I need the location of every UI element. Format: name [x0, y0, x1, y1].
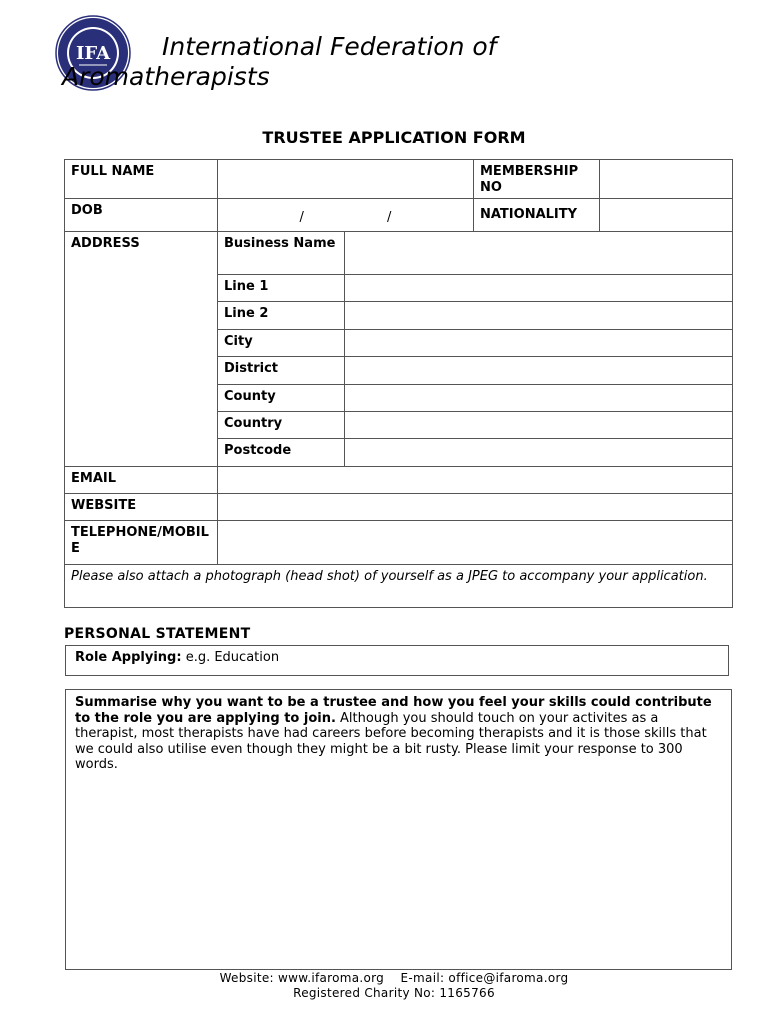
organisation-name: International Federation of Aromatherapists	[62, 32, 497, 91]
personal-statement-field[interactable]	[65, 689, 732, 970]
form-title: TRUSTEE APPLICATION FORM	[262, 128, 526, 147]
address-city-label: City	[218, 330, 345, 357]
address-district-label: District	[218, 357, 345, 385]
summary-prompt-bold: Summarise why you want to be a trustee and how you feel your skills could contribute to the role you are applying to join.	[75, 695, 712, 726]
address-county-label: County	[218, 385, 345, 412]
role-applying-example: e.g. Education	[181, 650, 280, 665]
address-line1-field[interactable]	[345, 275, 733, 302]
membership-no-label: MEMBERSHIP NO	[474, 160, 600, 199]
website-field[interactable]	[218, 494, 733, 521]
telephone-label: TELEPHONE/MOBILE	[65, 521, 218, 565]
footer	[0, 971, 770, 1001]
address-postcode-field[interactable]	[345, 439, 733, 467]
footer-contact: Website: www.ifaroma.org E-mail: office@ifaroma.org	[219, 971, 569, 985]
address-business-name-field[interactable]	[345, 232, 733, 275]
nationality-label: NATIONALITY	[474, 199, 600, 232]
address-city-field[interactable]	[345, 330, 733, 357]
address-label: ADDRESS	[65, 232, 218, 467]
address-country-label: Country	[218, 412, 345, 439]
membership-no-field[interactable]	[600, 160, 733, 199]
address-line2-field[interactable]	[345, 302, 733, 330]
dob-field[interactable]	[218, 199, 474, 232]
address-postcode-label: Postcode	[218, 439, 345, 467]
telephone-field[interactable]	[218, 521, 733, 565]
personal-statement-heading: PERSONAL STATEMENT	[64, 626, 251, 642]
address-district-field[interactable]	[345, 357, 733, 385]
dob-separator: /	[299, 210, 304, 225]
dob-separator: /	[387, 210, 392, 225]
address-county-field[interactable]	[345, 385, 733, 412]
footer-charity-number: Registered Charity No: 1165766	[293, 986, 495, 1000]
website-label: WEBSITE	[65, 494, 218, 521]
full-name-field[interactable]	[218, 160, 474, 199]
logo-text: IFA	[75, 43, 111, 64]
address-line1-label: Line 1	[218, 275, 345, 302]
nationality-field[interactable]	[600, 199, 733, 232]
role-applying-field[interactable]	[65, 645, 729, 676]
address-business-name-label: Business Name	[218, 232, 345, 275]
email-field[interactable]	[218, 467, 733, 494]
address-line2-label: Line 2	[218, 302, 345, 330]
role-applying-label: Role Applying:	[75, 650, 182, 665]
dob-label: DOB	[65, 199, 218, 232]
application-table	[64, 159, 733, 608]
email-label: EMAIL	[65, 467, 218, 494]
address-country-field[interactable]	[345, 412, 733, 439]
full-name-label: FULL NAME	[65, 160, 218, 199]
photo-note: Please also attach a photograph (head shot) of yourself as a JPEG to accompany your application.	[65, 565, 733, 608]
summary-prompt-text: Although you should touch on your activites as a therapist, most therapists have had careers before becoming therapists and it is those skills that we could also utilise even though they might be a bit rusty. Please limit your response to 300 words.	[75, 710, 707, 772]
